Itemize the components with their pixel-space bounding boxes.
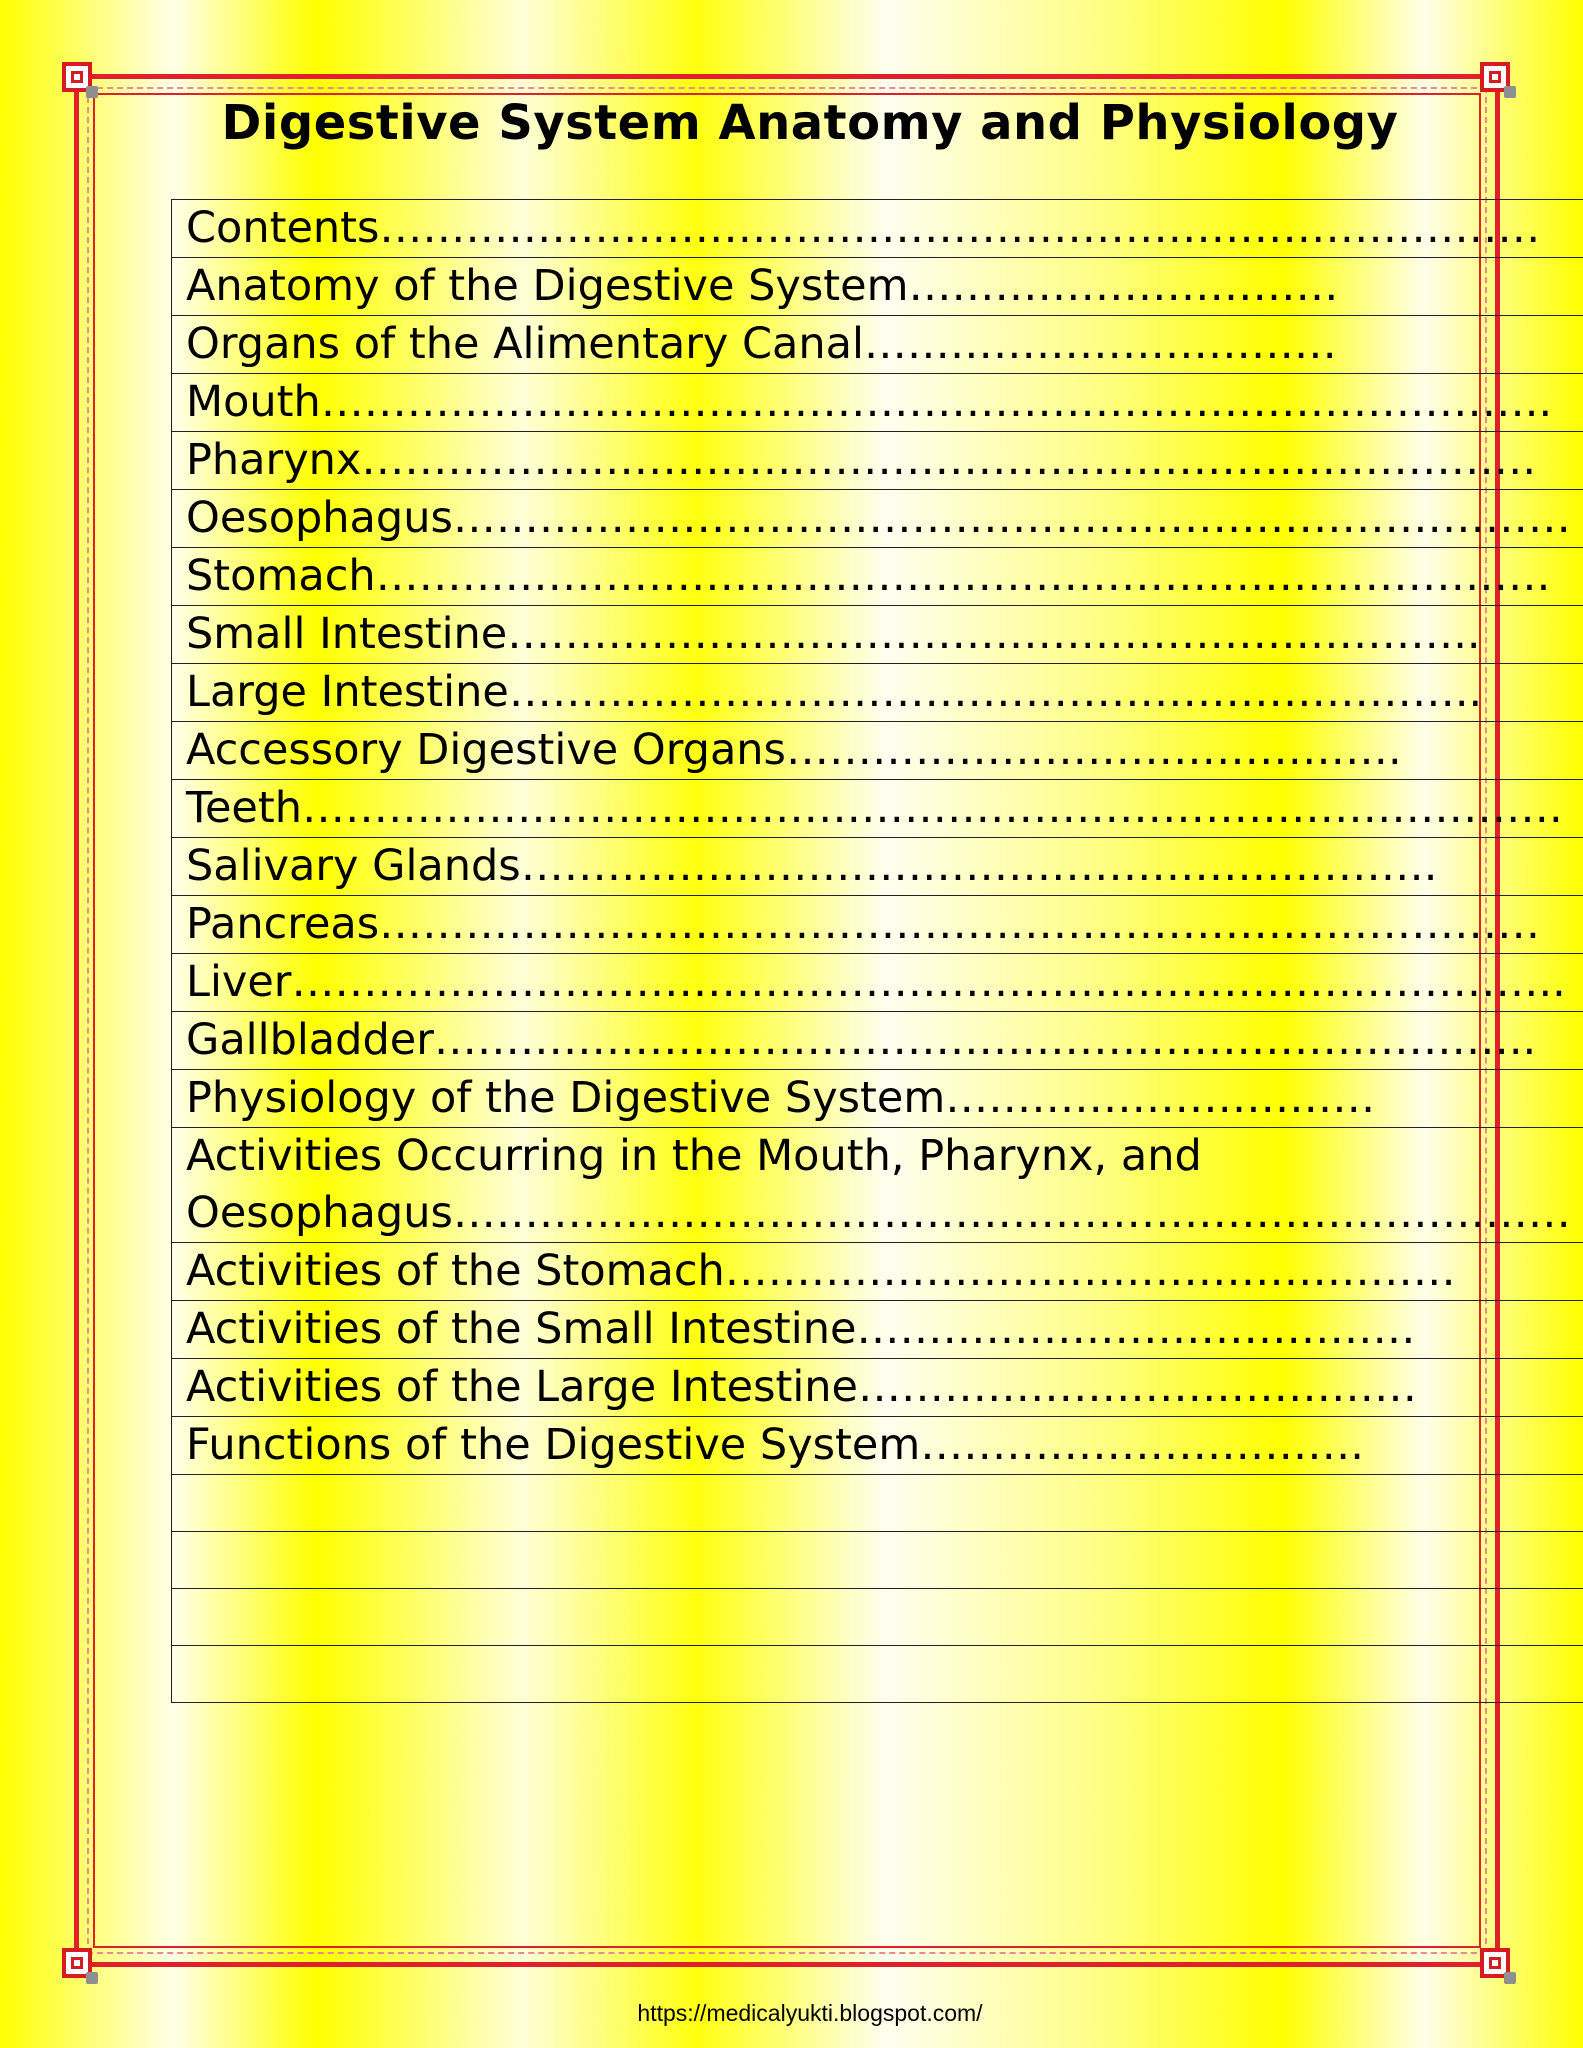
corner-ornament-icon — [62, 62, 92, 92]
toc-row — [172, 258, 1583, 316]
toc-row-empty — [172, 1532, 1583, 1589]
toc-row — [172, 722, 1583, 780]
toc-entry: Stomach………………………………………………………………………. — [172, 548, 1583, 606]
toc-entry-empty — [172, 1532, 1583, 1589]
toc-entry: Pancreas……………………………………………………………………… — [172, 896, 1583, 954]
toc-row — [172, 664, 1583, 722]
toc-entry: Activities Occurring in the Mouth, Pharynx, and Oesophagus…………………………………………………………………… — [172, 1128, 1583, 1243]
toc-entry: Functions of the Digestive System…………………………. — [172, 1417, 1583, 1475]
toc-entry: Liver…………………………………………………………………………….. — [172, 954, 1583, 1012]
toc-row-empty — [172, 1475, 1583, 1532]
corner-ornament-icon — [1480, 62, 1510, 92]
toc-row — [172, 1417, 1583, 1475]
toc-entry: Accessory Digestive Organs……………………………………. — [172, 722, 1583, 780]
toc-row — [172, 200, 1583, 258]
toc-entry: Organs of the Alimentary Canal…………………………… — [172, 316, 1583, 374]
toc-entry: Large Intestine………………………………………………………….. — [172, 664, 1583, 722]
toc-entry: Activities of the Small Intestine………………………………… — [172, 1301, 1583, 1359]
toc-entry: Activities of the Large Intestine………………………………… — [172, 1359, 1583, 1417]
toc-entry: Oesophagus…………………………………………………………………… — [172, 490, 1583, 548]
toc-row — [172, 606, 1583, 664]
table-of-contents — [171, 199, 1583, 1703]
toc-row — [172, 316, 1583, 374]
toc-entry: Small Intestine………………………………………………………….. — [172, 606, 1583, 664]
toc-row-empty — [172, 1589, 1583, 1646]
toc-row — [172, 954, 1583, 1012]
toc-entry: Mouth………………………………………………………………………….. — [172, 374, 1583, 432]
toc-entry-empty — [172, 1475, 1583, 1532]
toc-entry-empty — [172, 1646, 1583, 1703]
toc-row — [172, 432, 1583, 490]
toc-row — [172, 1359, 1583, 1417]
toc-row — [172, 374, 1583, 432]
toc-row — [172, 1128, 1583, 1243]
toc-row — [172, 1012, 1583, 1070]
corner-ornament-icon — [1480, 1948, 1510, 1978]
toc-row — [172, 780, 1583, 838]
toc-entry: Salivary Glands………………………………………………………. — [172, 838, 1583, 896]
toc-entry: Teeth……………………………………………………………………………. — [172, 780, 1583, 838]
corner-ornament-icon — [62, 1948, 92, 1978]
toc-row — [172, 1243, 1583, 1301]
toc-entry: Contents……………………………………………………………………… — [172, 200, 1583, 258]
toc-entry: Physiology of the Digestive System………………………… — [172, 1070, 1583, 1128]
footer-url: https://medicalyukti.blogspot.com/ — [637, 2000, 983, 2026]
toc-row — [172, 896, 1583, 954]
toc-row — [172, 1301, 1583, 1359]
toc-entry: Anatomy of the Digestive System………………………… — [172, 258, 1583, 316]
toc-row — [172, 838, 1583, 896]
toc-entry: Activities of the Stomach…………………………………………… — [172, 1243, 1583, 1301]
page-title: Digestive System Anatomy and Physiology — [221, 95, 1399, 151]
toc-entry-empty — [172, 1589, 1583, 1646]
toc-entry: Gallbladder………………………………………………………………….. — [172, 1012, 1583, 1070]
toc-row-empty — [172, 1646, 1583, 1703]
toc-row — [172, 490, 1583, 548]
toc-entry: Pharynx………………………………………………………………………. — [172, 432, 1583, 490]
toc-row — [172, 1070, 1583, 1128]
toc-row — [172, 548, 1583, 606]
